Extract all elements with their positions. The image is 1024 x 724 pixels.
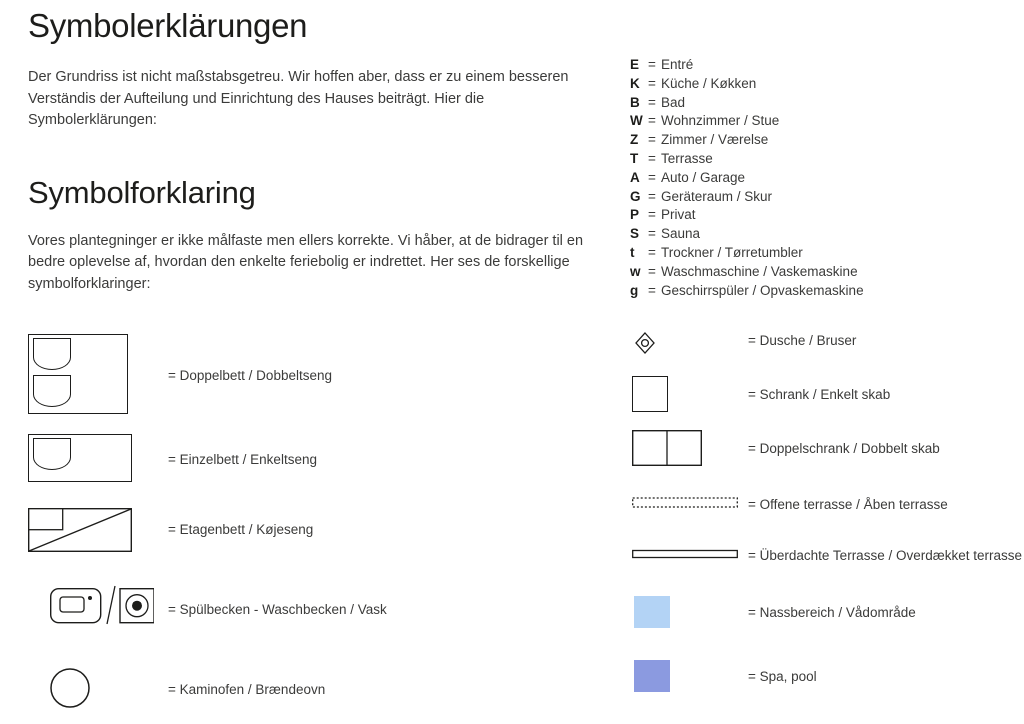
abbreviation-label: Geräteraum / Skur [661,188,773,204]
page-title-de: Symbolerklärungen [28,7,308,44]
abbreviation-key: A [630,169,640,185]
legend-label: = Schrank / Enkelt skab [748,387,891,402]
abbreviation-key: P [630,207,640,223]
spa-pool-swatch-icon [634,660,670,692]
abbreviation-key: G [630,188,641,204]
abbreviation-label: Trockner / Tørretumbler [661,244,803,260]
legend-label: = Doppelschrank / Dobbelt skab [748,441,940,456]
abbreviation-row [630,282,1010,301]
abbreviation-label: Terrasse [661,150,713,166]
open-terrace-icon [632,496,738,508]
legend-label: = Doppelbett / Dobbeltseng [168,368,332,383]
abbreviation-equals: = [648,207,656,223]
abbreviation-row [630,169,1010,188]
abbreviation-list [630,56,1010,300]
abbreviation-label: Privat [661,207,696,223]
wet-room-swatch-icon [634,596,670,628]
intro-paragraph-dk: Vores plantegninger er ikke målfaste men ellers korrekte. Vi håber, at de bidrager til en bedre oplevelse af, hvordan den enkelte feriebolig er indrettet. Her ses de forskellige symbolforklaringer: [28,232,584,292]
abbreviation-equals: = [648,282,656,298]
intro-paragraph-de: Der Grundriss ist nicht maßstabsgetreu. Wir hoffen aber, dass er zu einem besseren Verständis der Aufteilung und Einrichtung des Hauses beiträgt. Hier die Symbolerklärungen: [28,69,569,128]
abbreviation-label: Geschirrspüler / Opvaskemaskine [661,282,864,298]
sink-washbasin-icon [50,584,154,628]
abbreviation-equals: = [648,169,656,185]
abbreviation-label: Waschmaschine / Vaskemaskine [661,263,858,279]
abbreviation-equals: = [648,150,656,166]
abbreviation-row [630,150,1010,169]
abbreviation-equals: = [648,75,656,91]
abbreviation-key: Z [630,132,639,148]
abbreviation-equals: = [648,263,656,279]
page-title-dk: Symbolforklaring [28,174,256,210]
abbreviation-row [630,131,1010,150]
abbreviation-key: S [630,226,640,242]
abbreviation-key: g [630,282,639,298]
legend-label: = Spülbecken - Waschbecken / Vask [168,602,387,617]
legend-label: = Spa, pool [748,669,817,684]
legend-label: = Kaminofen / Brændeovn [168,682,326,697]
abbreviation-label: Zimmer / Værelse [661,132,769,148]
abbreviation-label: Küche / Køkken [661,75,757,91]
legend-label: = Offene terrasse / Åben terrasse [748,497,948,512]
abbreviation-label: Bad [661,94,686,110]
left-text-column [28,0,608,310]
abbreviation-equals: = [648,57,656,72]
shower-svg [632,330,658,356]
bunk-bed-icon [28,508,132,552]
covered-terrace-icon [632,548,738,560]
abbreviation-equals: = [648,94,656,110]
abbreviation-row [630,56,1010,75]
abbreviation-label: Sauna [661,226,701,242]
bunk-bed-svg [28,508,132,552]
abbreviation-equals: = [648,244,656,260]
abbreviation-equals: = [648,188,656,204]
wardrobe-double-svg [632,430,702,466]
abbreviation-row [630,263,1010,282]
abbreviation-label: Entré [661,57,694,72]
abbreviation-key: T [630,150,639,166]
wardrobe-single-icon [632,376,668,412]
fireplace-stove-icon [50,666,94,710]
wardrobe-double-icon [632,430,702,466]
single-bed-icon [28,434,132,482]
double-bed-icon [28,334,128,414]
abbreviation-row [630,94,1010,113]
abbreviation-key: W [630,113,643,129]
abbreviation-equals: = [648,226,656,242]
abbreviation-row [630,188,1010,207]
abbreviation-key: B [630,94,640,110]
shower-icon [632,330,658,356]
abbreviation-equals: = [648,113,656,129]
covered-terrace-svg [632,549,738,561]
abbreviation-row [630,244,1010,263]
abbreviation-key: K [630,75,640,91]
abbreviation-row [630,225,1010,244]
legend-label: = Überdachte Terrasse / Overdækket terrasse [748,548,1022,563]
abbreviation-equals: = [648,132,656,148]
fireplace-stove-svg [50,666,94,710]
abbreviation-key: t [630,244,635,260]
abbreviation-key: w [630,263,641,279]
abbreviation-label: Wohnzimmer / Stue [661,113,780,129]
legend-label: = Etagenbett / Køjeseng [168,522,314,537]
legend-label: = Nassbereich / Vådområde [748,605,916,620]
abbreviation-label: Auto / Garage [661,169,746,185]
abbreviation-row [630,206,1010,225]
sink-washbasin-svg [50,584,154,628]
legend-label: = Einzelbett / Enkeltseng [168,452,317,467]
abbreviation-row [630,112,1010,131]
abbreviation-key: E [630,57,640,72]
open-terrace-svg [632,497,738,509]
abbreviation-row [630,75,1010,94]
legend-label: = Dusche / Bruser [748,333,857,348]
